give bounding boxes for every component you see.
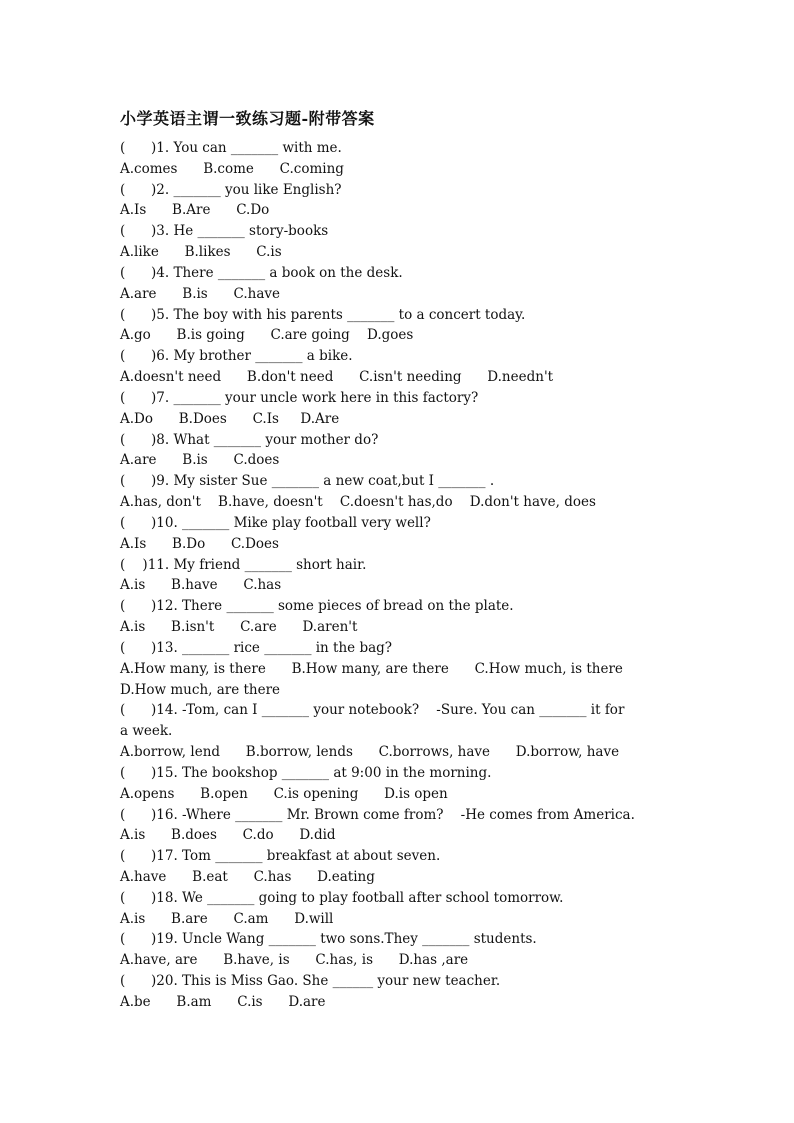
question-line: ( )14. -Tom, can I _______ your notebook? -Sure. You can _______ it for [120, 702, 625, 719]
options-line: A.have B.eat C.has D.eating [120, 868, 375, 885]
options-line: A.is B.isn't C.are D.aren't [120, 619, 358, 636]
options-line: A.How many, is there B.How many, are there C.How much, is there [120, 660, 623, 677]
options-line: A.Is B.Do C.Does [120, 535, 279, 552]
question-line: ( )5. The boy with his parents _______ to a concert today. [120, 306, 526, 323]
question-line: ( )2. _______ you like English? [120, 181, 342, 198]
question-line: ( )10. _______ Mike play football very well? [120, 514, 431, 531]
question-list [120, 138, 680, 1013]
question-line: ( )7. _______ your uncle work here in this factory? [120, 389, 479, 406]
question-line: ( )13. _______ rice _______ in the bag? [120, 639, 393, 656]
options-line: A.Is B.Are C.Do [120, 202, 270, 219]
question-line: ( )6. My brother _______ a bike. [120, 348, 353, 365]
question-line: ( )17. Tom _______ breakfast at about seven. [120, 848, 441, 865]
question-line: ( )3. He _______ story-books [120, 223, 329, 240]
question-line: ( )16. -Where _______ Mr. Brown come from? -He comes from America. [120, 806, 635, 823]
question-line: ( )9. My sister Sue _______ a new coat,but I _______ . [120, 473, 495, 490]
question-line: ( )4. There _______ a book on the desk. [120, 264, 403, 281]
options-line: D.How much, are there [120, 681, 281, 698]
question-line: ( )12. There _______ some pieces of bread on the plate. [120, 598, 514, 615]
page-title: 小学英语主谓一致练习题-附带答案 [120, 109, 375, 128]
options-line: A.like B.likes C.is [120, 244, 282, 261]
options-line: A.Do B.Does C.Is D.Are [120, 410, 340, 427]
question-line: ( )1. You can _______ with me. [120, 140, 342, 156]
options-line: A.are B.is C.does [120, 452, 280, 469]
options-line: A.go B.is going C.are going D.goes [120, 327, 414, 344]
options-line: A.opens B.open C.is opening D.is open [120, 785, 448, 802]
options-line: A.is B.does C.do D.did [120, 827, 336, 844]
options-line: A.is B.have C.has [120, 577, 282, 594]
options-line: A.comes B.come C.coming [120, 160, 344, 177]
question-line: ( )20. This is Miss Gao. She ______ your new teacher. [120, 973, 501, 990]
options-line: A.doesn't need B.don't need C.isn't needing D.needn't [120, 369, 554, 386]
options-line: a week. [120, 723, 173, 740]
options-line: A.be B.am C.is D.are [120, 993, 326, 1010]
question-line: ( )18. We _______ going to play football after school tomorrow. [120, 889, 564, 906]
options-line: A.borrow, lend B.borrow, lends C.borrows, have D.borrow, have [120, 744, 620, 761]
options-line: A.is B.are C.am D.will [120, 910, 334, 927]
options-line: A.have, are B.have, is C.has, is D.has ,are [120, 952, 469, 969]
question-line: ( )8. What _______ your mother do? [120, 431, 379, 448]
options-line: A.are B.is C.have [120, 285, 280, 302]
question-line: ( )11. My friend _______ short hair. [120, 556, 367, 573]
question-line: ( )15. The bookshop _______ at 9:00 in the morning. [120, 764, 492, 781]
question-line: ( )19. Uncle Wang _______ two sons.They _______ students. [120, 931, 537, 948]
options-line: A.has, don't B.have, doesn't C.doesn't has,do D.don't have, does [120, 494, 596, 511]
